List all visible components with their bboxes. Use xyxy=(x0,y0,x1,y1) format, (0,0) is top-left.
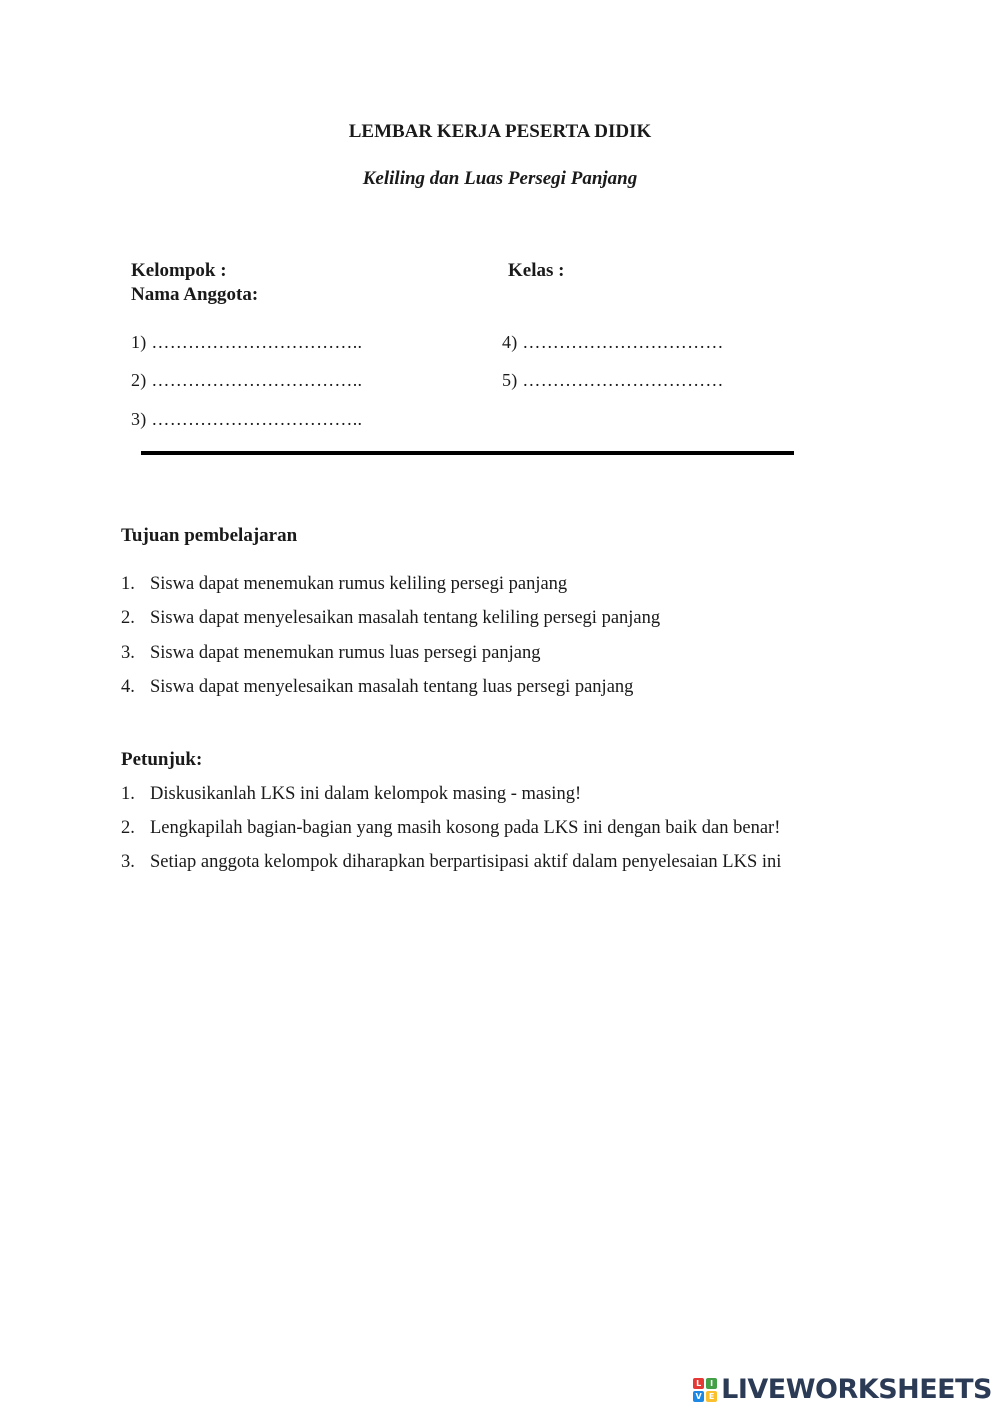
liveworksheets-logo[interactable] xyxy=(693,1374,992,1405)
tujuan-item-text: Siswa dapat menemukan rumus keliling persegi panjang xyxy=(150,574,568,594)
logo-tile: E xyxy=(706,1391,717,1402)
petunjuk-heading: Petunjuk: xyxy=(121,749,203,770)
worksheet-subtitle: Keliling dan Luas Persegi Panjang xyxy=(362,168,638,189)
tujuan-item-number: 1. xyxy=(121,574,135,594)
member-line-4[interactable]: 4) …………………………… xyxy=(502,332,724,352)
tujuan-item-text: Siswa dapat menyelesaikan masalah tentang luas persegi panjang xyxy=(150,677,634,697)
member-line-2[interactable]: 2) …………………………….. xyxy=(131,370,363,390)
tujuan-item-text: Siswa dapat menyelesaikan masalah tentang keliling persegi panjang xyxy=(150,608,661,628)
petunjuk-item xyxy=(121,852,781,873)
tujuan-item xyxy=(121,643,540,664)
kelas-label: Kelas : xyxy=(508,260,565,281)
tujuan-item xyxy=(121,574,567,595)
petunjuk-item xyxy=(121,784,581,805)
logo-tile: I xyxy=(706,1378,717,1389)
worksheet-title: LEMBAR KERJA PESERTA DIDIK xyxy=(348,121,652,142)
logo-text: LIVEWORKSHEETS xyxy=(721,1374,992,1405)
petunjuk-item-text: Lengkapilah bagian-bagian yang masih kosong pada LKS ini dengan baik dan benar! xyxy=(150,818,781,838)
petunjuk-item-number: 2. xyxy=(121,818,135,838)
member-line-1[interactable]: 1) …………………………….. xyxy=(131,332,363,352)
tujuan-item xyxy=(121,677,633,698)
tujuan-item-number: 2. xyxy=(121,608,135,628)
petunjuk-item xyxy=(121,818,780,839)
tujuan-heading: Tujuan pembelajaran xyxy=(121,525,298,546)
kelompok-label: Kelompok : xyxy=(131,260,227,281)
tujuan-item xyxy=(121,608,660,629)
tujuan-item-number: 3. xyxy=(121,643,135,663)
member-line-5[interactable]: 5) …………………………… xyxy=(502,370,724,390)
petunjuk-item-number: 1. xyxy=(121,784,135,804)
tujuan-item-number: 4. xyxy=(121,677,135,697)
petunjuk-item-number: 3. xyxy=(121,852,135,872)
petunjuk-item-text: Diskusikanlah LKS ini dalam kelompok masing - masing! xyxy=(150,784,582,804)
petunjuk-item-text: Setiap anggota kelompok diharapkan berpartisipasi aktif dalam penyelesaian LKS ini xyxy=(150,852,782,872)
logo-grid-icon xyxy=(693,1378,717,1402)
logo-tile: L xyxy=(693,1378,704,1389)
logo-tile: V xyxy=(693,1391,704,1402)
nama-anggota-label: Nama Anggota: xyxy=(131,284,259,305)
member-line-3[interactable]: 3) …………………………….. xyxy=(131,409,363,429)
section-divider xyxy=(141,451,794,455)
tujuan-item-text: Siswa dapat menemukan rumus luas persegi panjang xyxy=(150,643,541,663)
